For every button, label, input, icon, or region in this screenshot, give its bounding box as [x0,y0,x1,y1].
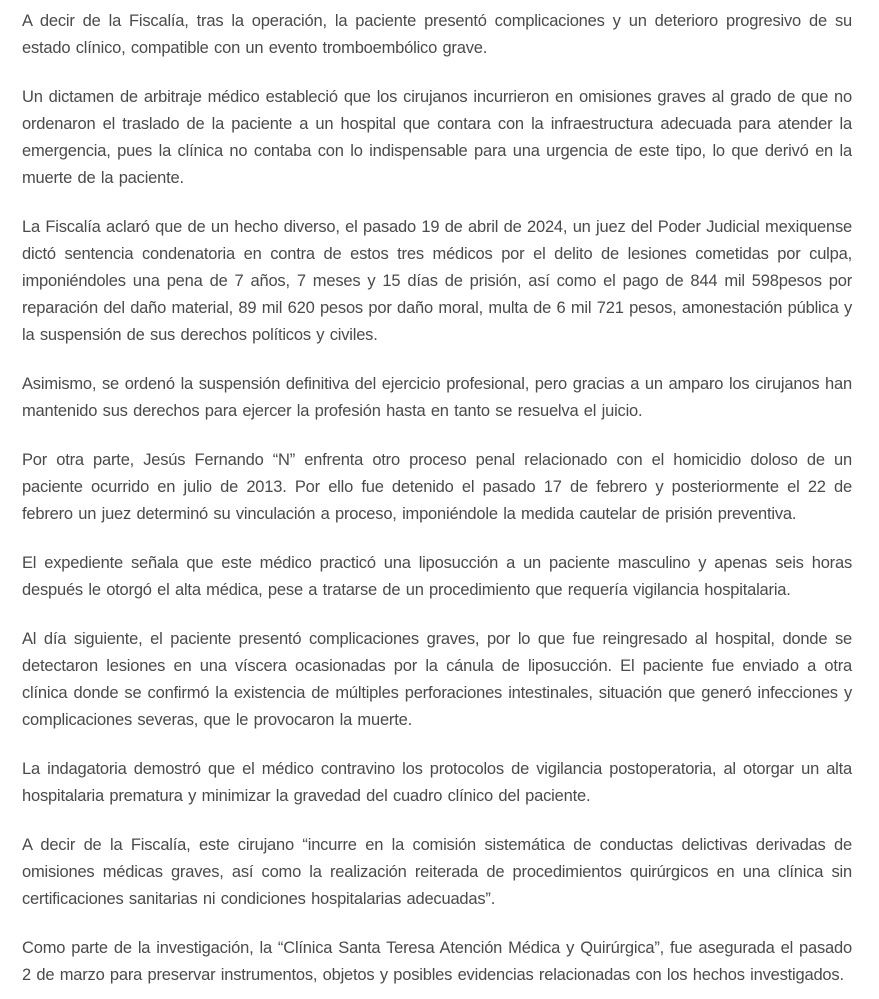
paragraph-dictamen-arbitraje: Un dictamen de arbitraje médico estableció que los cirujanos incurrieron en omisiones graves al grado de que no ordenaron el traslado de la paciente a un hospital que contara con la infraestructura adecuada para atender la emergencia, pues la clínica no contaba con lo indispensable para una urgencia de este tipo, lo que derivó en la muerte de la paciente. [22,88,852,187]
paragraph-sentencia-condenatoria: La Fiscalía aclaró que de un hecho diverso, el pasado 19 de abril de 2024, un juez del Poder Judicial mexiquense dictó sentencia condenatoria en contra de estos tres médicos por el delito de lesiones cometidas por culpa, imponiéndoles una pena de 7 años, 7 meses y 15 días de prisión, así como el pago de 844 mil 598pesos por reparación del daño material, 89 mil 620 pesos por daño moral, multa de 6 mil 721 pesos, amonestación pública y la suspensión de sus derechos políticos y civiles. [22,218,852,344]
paragraph-complicaciones-reingreso: Al día siguiente, el paciente presentó complicaciones graves, por lo que fue reingresado al hospital, donde se detectaron lesiones en una víscera ocasionadas por la cánula de liposucción. El paciente fue enviado a otra clínica donde se confirmó la existencia de múltiples perforaciones intestinales, situación que generó infecciones y complicaciones severas, que le provocaron la muerte. [22,630,852,729]
paragraph-fiscalia-complicaciones: A decir de la Fiscalía, tras la operación, la paciente presentó complicaciones y un deterioro progresivo de su estado clínico, compatible con un evento tromboembólico grave. [22,12,852,57]
paragraph-proceso-penal-jesus-fernando: Por otra parte, Jesús Fernando “N” enfrenta otro proceso penal relacionado con el homicidio doloso de un paciente ocurrido en julio de 2013. Por ello fue detenido el pasado 17 de febrero y posteriormente el 22 de febrero un juez determinó su vinculación a proceso, imponiéndole la medida cautelar de prisión preventiva. [22,451,852,523]
paragraph-indagatoria-protocolos: La indagatoria demostró que el médico contravino los protocolos de vigilancia postoperatoria, al otorgar un alta hospitalaria prematura y minimizar la gravedad del cuadro clínico del paciente. [22,760,852,805]
paragraph-conductas-delictivas: A decir de la Fiscalía, este cirujano “incurre en la comisión sistemática de conductas delictivas derivadas de omisiones médicas graves, así como la realización reiterada de procedimientos quirúrgicos en una clínica sin certificaciones sanitarias ni condiciones hospitalarias adecuadas”. [22,836,852,908]
paragraph-expediente-liposuccion: El expediente señala que este médico practicó una liposucción a un paciente masculino y apenas seis horas después le otorgó el alta médica, pese a tratarse de un procedimiento que requería vigilancia hospitalaria. [22,554,852,599]
paragraph-clinica-asegurada: Como parte de la investigación, la “Clínica Santa Teresa Atención Médica y Quirúrgica”, fue asegurada el pasado 2 de marzo para preservar instrumentos, objetos y posibles evidencias relacionadas con los hechos investigados. [22,939,852,984]
paragraph-suspension-ejercicio: Asimismo, se ordenó la suspensión definitiva del ejercicio profesional, pero gracias a un amparo los cirujanos han mantenido sus derechos para ejercer la profesión hasta en tanto se resuelva el juicio. [22,375,852,420]
